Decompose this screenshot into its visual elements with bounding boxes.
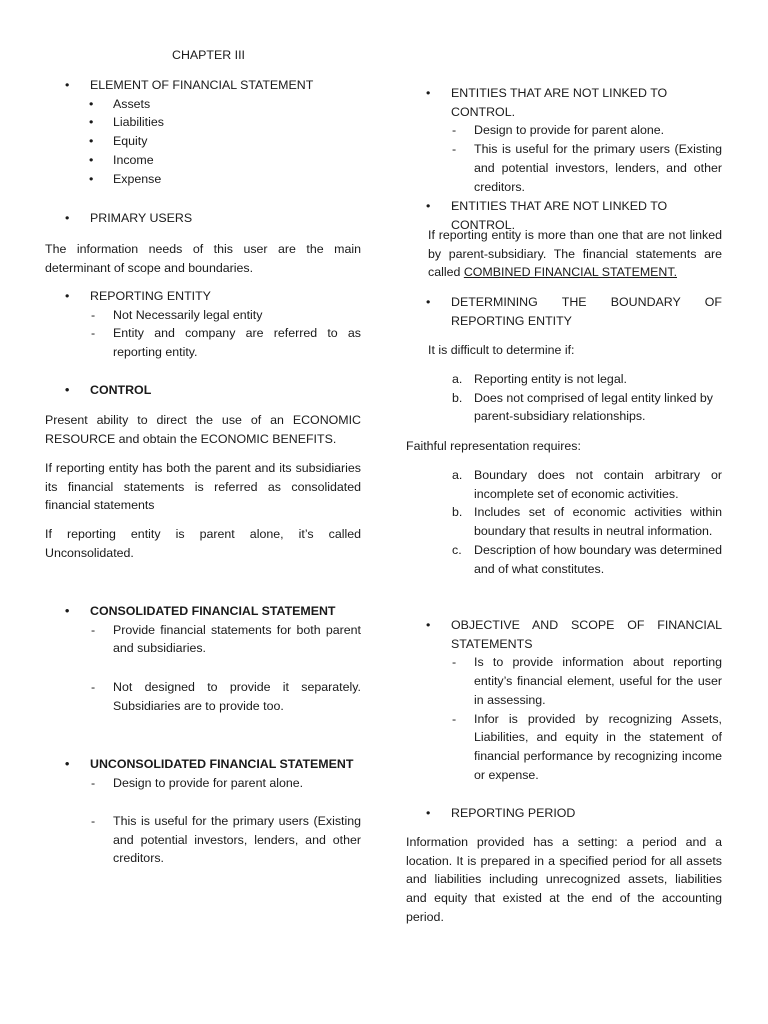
list-item-wrapper (45, 678, 361, 715)
list-item: - Not Necessarily legal entity (45, 306, 361, 325)
item-label: c. (452, 542, 462, 557)
list-item: • Assets (45, 95, 361, 114)
item-label: b. (452, 390, 463, 405)
section-consolidated (45, 602, 361, 658)
paragraph-text: If reporting entity is more than one that are not linked by parent-subsidiary. The financial statements are called (428, 228, 722, 280)
section-heading: • REPORTING ENTITY (45, 287, 361, 306)
section-reporting-entity (45, 287, 361, 362)
list-item (406, 389, 722, 426)
item-label: a. (452, 468, 463, 482)
section-unconsolidated (45, 755, 361, 792)
section-heading: • ELEMENT OF FINANCIAL STATEMENT (45, 76, 361, 95)
list-item: - Provide financial statements for both parent and subsidiaries. (45, 621, 361, 658)
section-heading: • CONSOLIDATED FINANCIAL STATEMENT (45, 602, 361, 621)
section-heading: • CONTROL (45, 381, 361, 400)
combined-fs-term: COMBINED FINANCIAL STATEMENT. (463, 265, 678, 280)
paragraph: Information provided has a setting: a period and a location. It is prepared in a specified period for all assets and liabilities including unrecognized assets, liabilities and equity that existed at the end of the accounting period. (406, 835, 722, 924)
paragraph: Present ability to direct the use of an ECONOMIC RESOURCE and obtain the ECONOMIC BENEFITS. (45, 413, 361, 446)
list-item: - Is to provide information about reporting entity’s financial element, useful for the user in assessing. (406, 653, 722, 709)
list-item: - This is useful for the primary users (Existing and potential investors, lenders, and other creditors. (406, 140, 722, 196)
list-item-wrapper (45, 812, 361, 868)
list-item: • Expense (45, 170, 361, 189)
list-item (406, 466, 722, 503)
list-item (406, 541, 722, 578)
faithful-list (406, 466, 722, 578)
section-primary-users (45, 209, 361, 228)
list-item: • Income (45, 151, 361, 170)
list-item: - Not designed to provide it separately. Subsidiaries are to provide too. (45, 678, 361, 715)
section-objective (406, 616, 722, 784)
section-heading: • REPORTING PERIOD (406, 804, 722, 823)
list-item: - Design to provide for parent alone. (45, 774, 361, 793)
list-item: • Equity (45, 132, 361, 151)
section-heading: • OBJECTIVE AND SCOPE OF FINANCIAL STATEMENTS (406, 616, 722, 653)
item-text: Includes set of economic activities within boundary that results in neutral information. (474, 505, 722, 539)
item-text: Description of how boundary was determined and of what constitutes. (474, 542, 722, 576)
chapter-title: CHAPTER III (172, 48, 245, 62)
section-heading: • ENTITIES THAT ARE NOT LINKED TO CONTROL. (406, 84, 722, 121)
item-label: a. (452, 372, 463, 386)
section-elements (45, 76, 361, 188)
paragraph: It is difficult to determine if: (428, 343, 575, 357)
item-text: Does not comprised of legal entity linked by parent-subsidiary relationships. (474, 390, 713, 424)
list-item: - Design to provide for parent alone. (406, 121, 722, 140)
section-entities-not-linked (406, 84, 722, 215)
section-heading: • UNCONSOLIDATED FINANCIAL STATEMENT (45, 755, 361, 774)
list-item (406, 503, 722, 540)
section-heading: • ENTITIES THAT ARE NOT LINKED TO CONTROL. (406, 197, 722, 234)
list-item: - Infor is provided by recognizing Assets, Liabilities, and equity in the statement of financial performance by recognizing income or expense. (406, 710, 722, 785)
boundary-list (406, 370, 722, 426)
section-heading: • DETERMINING THE BOUNDARY OF REPORTING ENTITY (406, 293, 722, 330)
item-label: b. (452, 505, 463, 520)
section-control (45, 381, 361, 400)
paragraph: If reporting entity is parent alone, it’s called Unconsolidated. (45, 527, 361, 560)
list-item (406, 370, 722, 389)
paragraph: Faithful representation requires: (406, 439, 581, 453)
item-text: Boundary does not contain arbitrary or incomplete set of economic activities. (474, 468, 722, 501)
paragraph: The information needs of this user are the main determinant of scope and boundaries. (45, 242, 361, 275)
section-heading: • PRIMARY USERS (45, 209, 361, 228)
section-boundary (406, 293, 722, 330)
paragraph (406, 226, 722, 282)
list-item: • Liabilities (45, 113, 361, 132)
section-reporting-period (406, 804, 722, 823)
list-item: - Entity and company are referred to as reporting entity. (45, 324, 361, 361)
item-text: Reporting entity is not legal. (474, 372, 627, 386)
list-item: - This is useful for the primary users (Existing and potential investors, lenders, and other creditors. (45, 812, 361, 868)
paragraph: If reporting entity has both the parent and its subsidiaries its financial statements is referred as consolidated financial statements (45, 461, 361, 513)
